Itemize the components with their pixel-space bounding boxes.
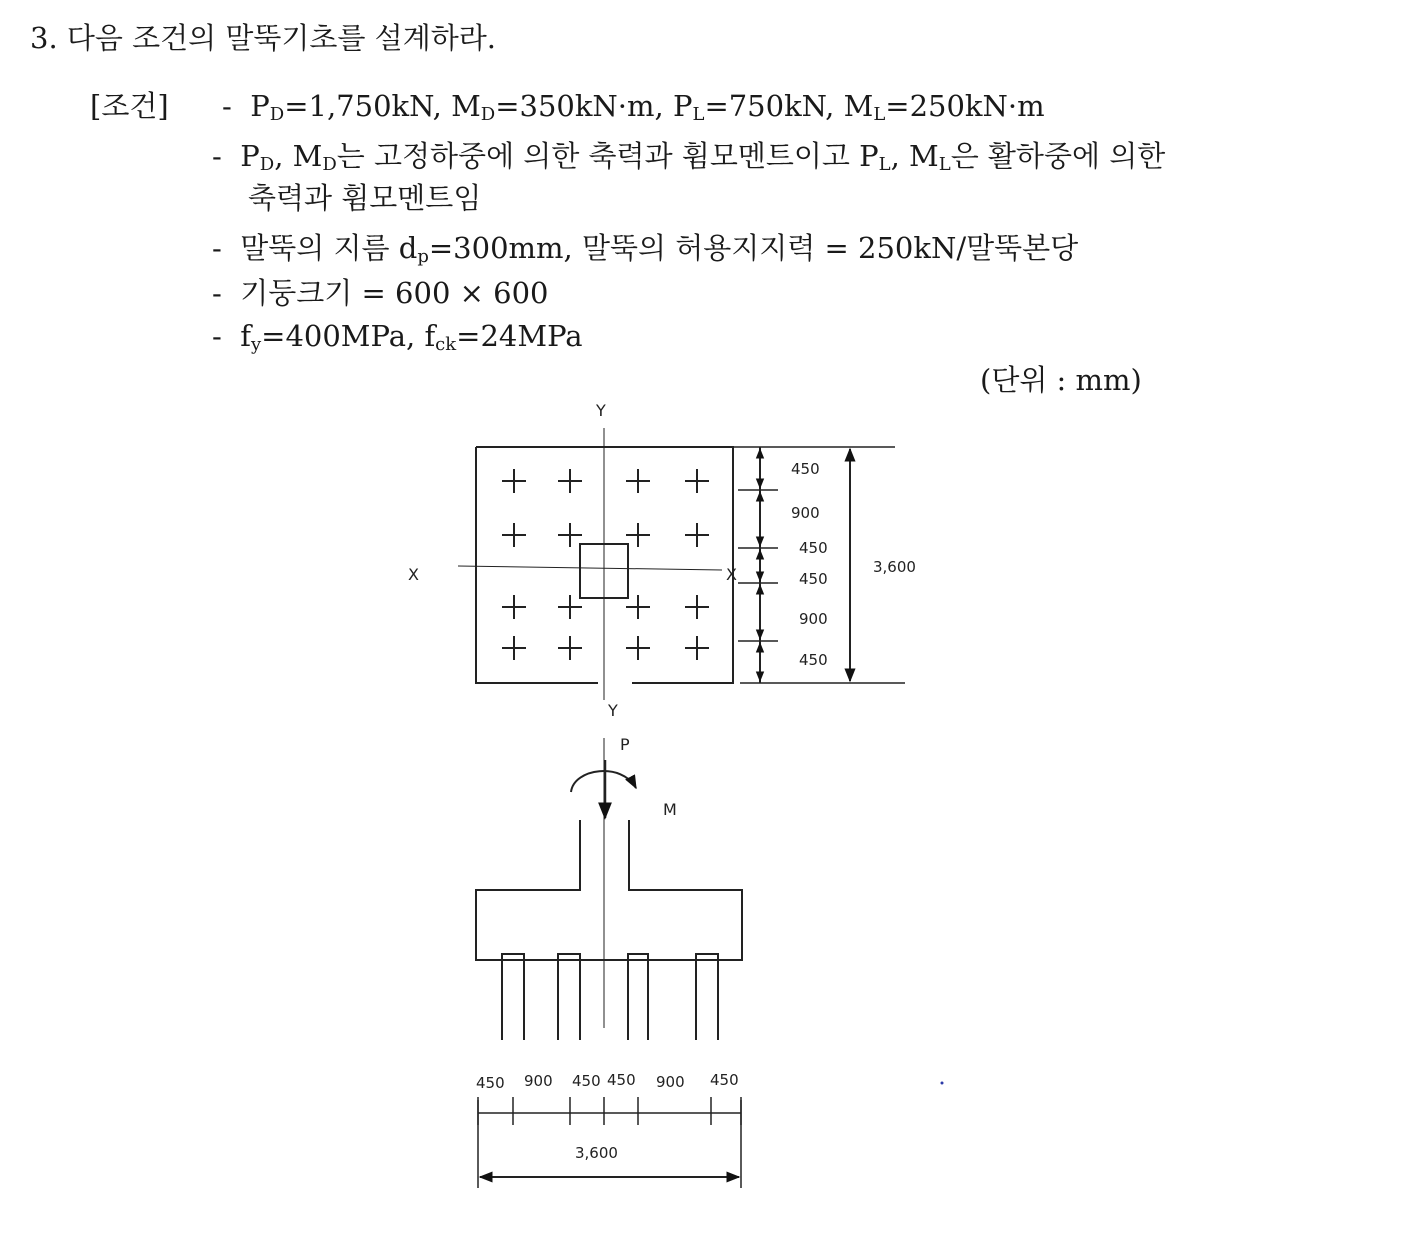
pile-cross-icon [502, 636, 526, 660]
pile-cross-icon [502, 469, 526, 493]
pile-cross-icon [685, 523, 709, 547]
axis-y-bottom-label: Y [608, 701, 618, 720]
pile-cross-icon [685, 636, 709, 660]
pile-elevation [696, 954, 718, 1040]
condition-line-column: - 기둥크기 = 600 × 600 [212, 276, 549, 310]
elev-dim-3: 450 [572, 1072, 601, 1090]
plan-dim-2: 900 [791, 504, 820, 522]
conditions-label: [조건] [90, 89, 169, 123]
axis-x-right-label: X [726, 565, 737, 584]
pile-elevation [558, 954, 580, 1040]
stray-dot [941, 1082, 944, 1085]
pile-cross-icon [502, 523, 526, 547]
pile-cross-icon [558, 469, 582, 493]
axis-x-left-label: X [408, 565, 419, 584]
axis-y-top-label: Y [596, 401, 606, 420]
pile-cross-icon [685, 469, 709, 493]
load-label-p: P [620, 735, 630, 754]
condition-line-load-types-cont: 축력과 휨모멘트임 [248, 181, 482, 215]
x-axis-line [458, 566, 722, 570]
pile-cross-icon [626, 595, 650, 619]
plan-dim-5: 900 [799, 610, 828, 628]
pile-elevation [628, 954, 648, 1040]
pile-cross-icon [626, 523, 650, 547]
pile-cross-icon [558, 595, 582, 619]
pile-cross-icon [558, 523, 582, 547]
elev-dim-5: 900 [656, 1073, 685, 1091]
plan-dim-1: 450 [791, 460, 820, 478]
pile-cross-icon [626, 469, 650, 493]
plan-total-dim: 3,600 [873, 558, 916, 576]
pile-cross-icon [685, 595, 709, 619]
elev-dim-4: 450 [607, 1071, 636, 1089]
moment-label-m: M [663, 800, 677, 819]
problem-title: 3. 다음 조건의 말뚝기초를 설계하라. [30, 21, 496, 55]
elev-dim-2: 900 [524, 1072, 553, 1090]
condition-line-loads: - $P_D=1,750kN$, $M_D=350kN\cdot m$, $P_L=750kN$, $M_L=250kN\cdot m$ [222, 89, 1045, 125]
plan-dim-6: 450 [799, 651, 828, 669]
plan-dim-4: 450 [799, 570, 828, 588]
plan-dim-3: 450 [799, 539, 828, 557]
pile-cross-icon [502, 595, 526, 619]
condition-line-materials: - $f_y=400MPa$, $f_{ck}=24MPa$ [212, 319, 583, 355]
unit-note: (단위 : mm) [980, 363, 1142, 397]
elev-dim-1: 450 [476, 1074, 505, 1092]
pile-elevation [502, 954, 524, 1040]
elevation-labels [476, 735, 739, 1162]
plan-view [458, 428, 905, 700]
column-footing-outline [476, 820, 742, 960]
condition-line-load-types: - $P_D$, $M_D$는 고정하중에 의한 축력과 휨모멘트이고 $P_L$, $M_L$은 활하중에 의한 [212, 139, 1166, 175]
pile-cross-icon [626, 636, 650, 660]
elev-total-dim: 3,600 [575, 1144, 618, 1162]
condition-line-pile: - 말뚝의 지름 $d_p=300mm$, 말뚝의 허용지지력 = 250kN/말뚝본당 [212, 231, 1079, 267]
elev-dim-6: 450 [710, 1071, 739, 1089]
plan-labels [408, 401, 916, 720]
pile-cross-icon [558, 636, 582, 660]
elevation-view [476, 738, 742, 1188]
